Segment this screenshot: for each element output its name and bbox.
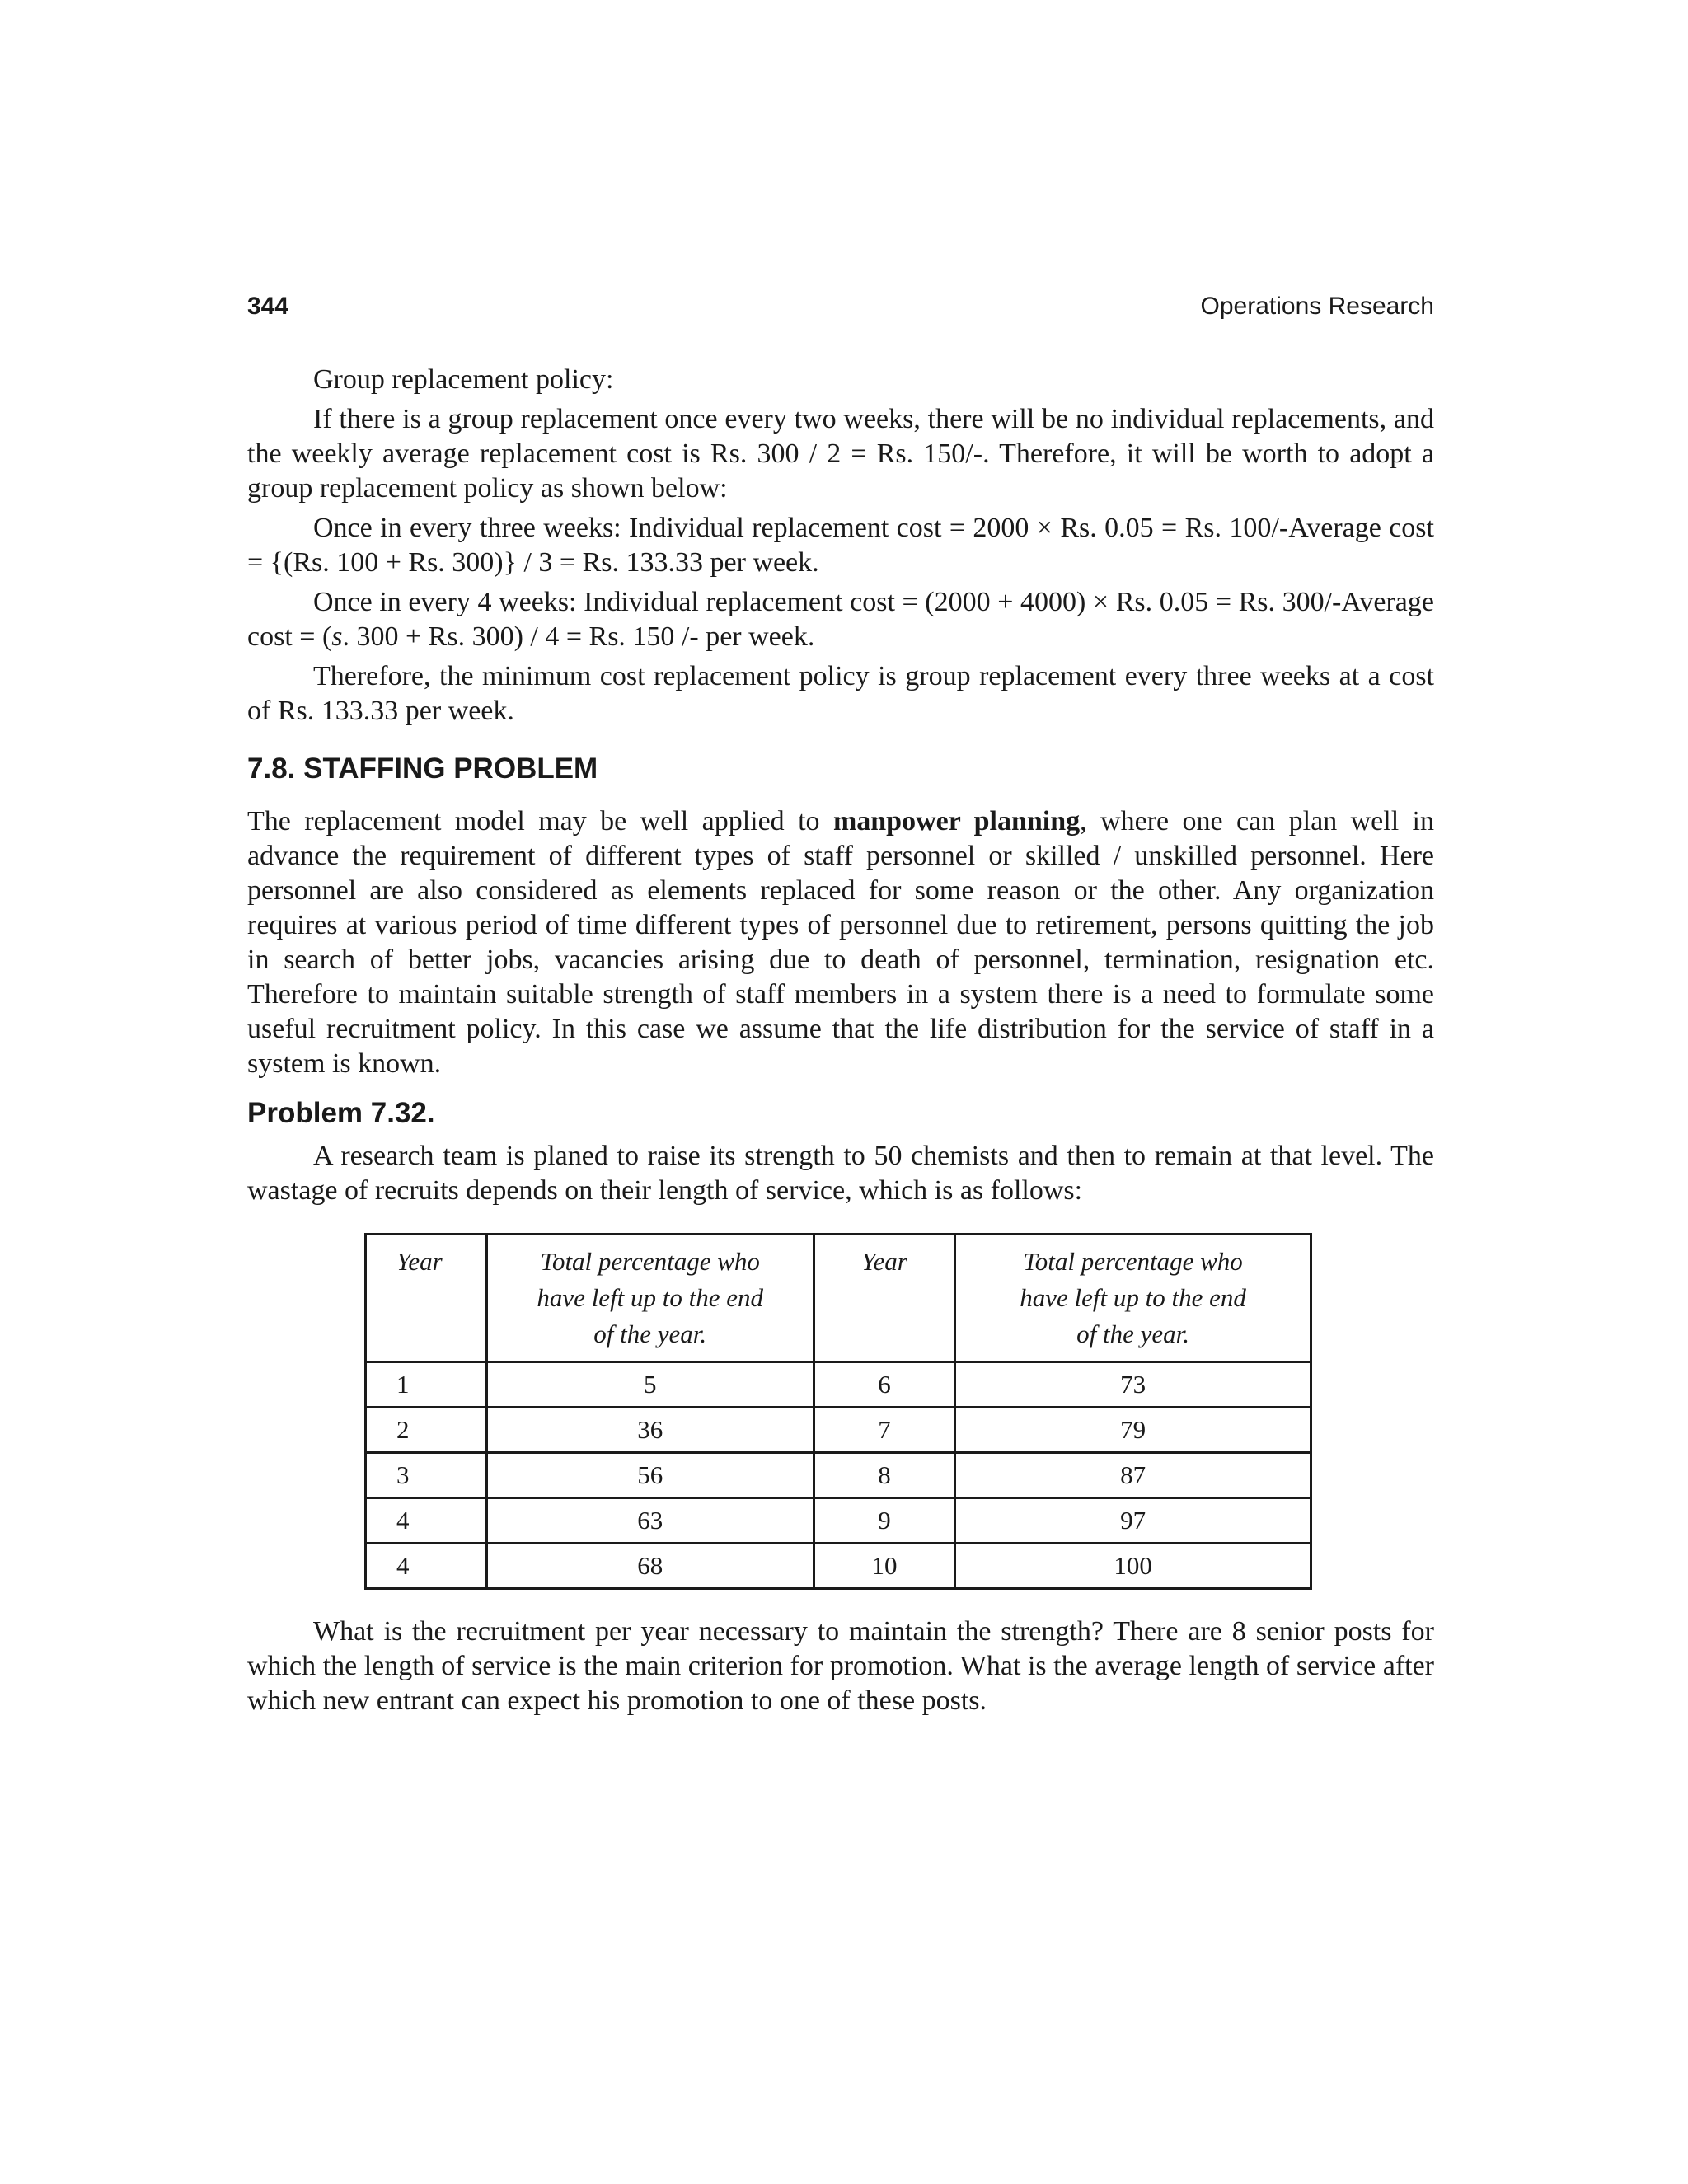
table-cell-year-b: 9 xyxy=(814,1498,955,1544)
header-percentage-1-line-3: of the year. xyxy=(593,1319,707,1348)
table-cell-pct-b: 73 xyxy=(955,1362,1311,1408)
table-cell-pct-b: 87 xyxy=(955,1453,1311,1498)
table-cell-year-b: 10 xyxy=(814,1544,955,1589)
header-percentage-2-line-3: of the year. xyxy=(1076,1319,1190,1348)
table-cell-pct-a: 36 xyxy=(486,1408,814,1453)
group-policy-heading: Group replacement policy: xyxy=(313,364,614,395)
section-heading: 7.8. STAFFING PROBLEM xyxy=(247,752,598,785)
table-cell-year-a: 1 xyxy=(366,1362,487,1408)
group-policy-paragraph-1: If there is a group replacement once every two weeks, there will be no individual replacements, and the weekly average replacement cost is Rs. 300 / 2 = Rs. 150/-. Therefore, it will be worth to adopt a group replacement policy as shown below: xyxy=(247,404,1434,504)
page-content xyxy=(247,363,1434,1723)
staffing-text-after: , where one can plan well in advance the requirement of different types of staff personnel or skilled / unskilled personnel. Here personnel are also considered as elements replaced for some reason or the other. Any organization requires at various period of time different types of personnel due to retirement, persons quitting the job in search of better jobs, vacancies arising due to death of personnel, termination, resignation etc. Therefore to maintain suitable strength of staff members in a system there is a need to formulate some useful recruitment policy. In this case we assume that the life distribution for the service of staff in a system is known. xyxy=(247,806,1434,1079)
table-cell-pct-b: 100 xyxy=(955,1544,1311,1589)
table-cell-year-a: 2 xyxy=(366,1408,487,1453)
staffing-text-before: The replacement model may be well applied to xyxy=(247,806,833,837)
header-percentage-1-line-2: have left up to the end xyxy=(537,1283,764,1312)
running-head xyxy=(247,290,1434,323)
problem-heading: Problem 7.32. xyxy=(247,1097,435,1129)
group-policy-paragraph-4: Therefore, the minimum cost replacement policy is group replacement every three weeks at a cost of Rs. 133.33 per week. xyxy=(247,661,1434,726)
table-cell-year-b: 8 xyxy=(814,1453,955,1498)
table-cell-year-a: 4 xyxy=(366,1544,487,1589)
header-year-1: Year xyxy=(366,1235,487,1362)
header-percentage-1-line-1: Total percentage who xyxy=(540,1247,760,1276)
book-title: Operations Research xyxy=(1200,293,1434,320)
header-percentage-2-line-1: Total percentage who xyxy=(1023,1247,1243,1276)
table-row xyxy=(366,1544,1311,1589)
table-cell-pct-b: 97 xyxy=(955,1498,1311,1544)
wastage-table-container xyxy=(364,1233,1312,1590)
group-policy-paragraph-2: Once in every three weeks: Individual replacement cost = 2000 × Rs. 0.05 = Rs. 100/-Average cost = {(Rs. 100 + Rs. 300)} / 3 = Rs. 133.33 per week. xyxy=(247,513,1434,578)
table-cell-pct-a: 63 xyxy=(486,1498,814,1544)
paragraph-3-italic-s: s xyxy=(331,621,343,652)
table-row xyxy=(366,1453,1311,1498)
table-cell-year-a: 3 xyxy=(366,1453,487,1498)
header-percentage-1 xyxy=(486,1235,814,1362)
problem-closing: What is the recruitment per year necessary to maintain the strength? There are 8 senior posts for which the length of service is the main criterion for promotion. What is the average length of service after which new entrant can expect his promotion to one of these posts. xyxy=(247,1616,1434,1716)
table-row xyxy=(366,1408,1311,1453)
table-row xyxy=(366,1498,1311,1544)
table-cell-pct-a: 5 xyxy=(486,1362,814,1408)
header-year-2: Year xyxy=(814,1235,955,1362)
wastage-table xyxy=(364,1233,1312,1590)
page-number: 344 xyxy=(247,293,289,320)
paragraph-3-text-a: Once in every 4 weeks: Individual replacement cost = (2000 + 4000) × Rs. 0.05 = Rs. 300/-Average cost = ( xyxy=(247,587,1434,652)
table-cell-year-b: 6 xyxy=(814,1362,955,1408)
staffing-bold-term: manpower planning xyxy=(832,806,1081,837)
group-policy-paragraph-3 xyxy=(247,585,1434,654)
header-percentage-2 xyxy=(955,1235,1311,1362)
staffing-paragraph xyxy=(247,804,1434,1081)
table-cell-year-a: 4 xyxy=(366,1498,487,1544)
header-percentage-2-line-2: have left up to the end xyxy=(1020,1283,1246,1312)
problem-intro: A research team is planed to raise its strength to 50 chemists and then to remain at that level. The wastage of recruits depends on their length of service, which is as follows: xyxy=(247,1141,1434,1206)
table-cell-pct-b: 79 xyxy=(955,1408,1311,1453)
table-row xyxy=(366,1362,1311,1408)
table-cell-year-b: 7 xyxy=(814,1408,955,1453)
table-cell-pct-a: 56 xyxy=(486,1453,814,1498)
table-header-row xyxy=(366,1235,1311,1362)
table-cell-pct-a: 68 xyxy=(486,1544,814,1589)
paragraph-3-text-b: . 300 + Rs. 300) / 4 = Rs. 150 /- per week. xyxy=(342,621,815,652)
